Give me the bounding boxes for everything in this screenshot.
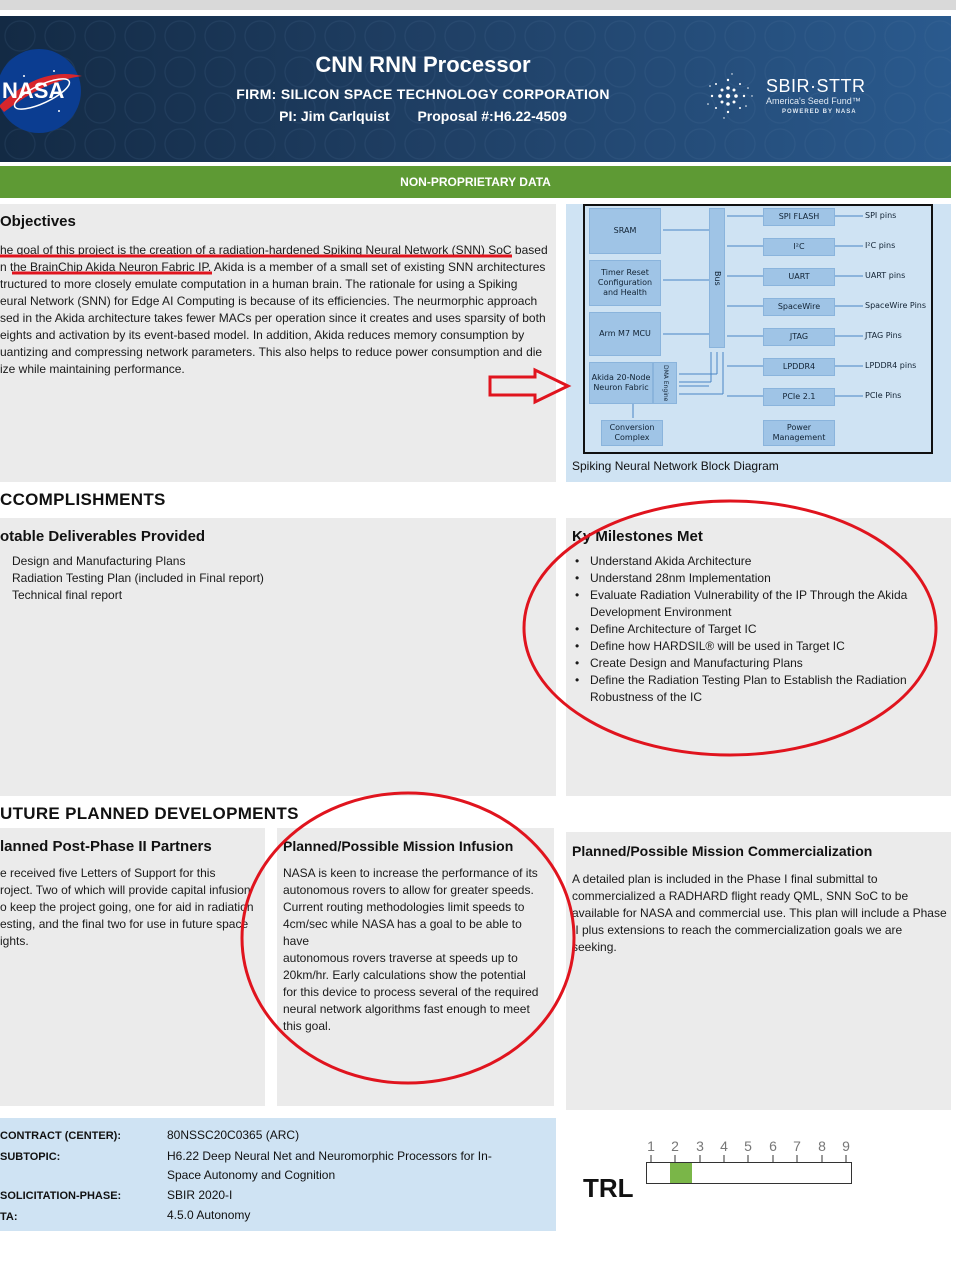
milestones-list [572,553,932,706]
milestones-heading-prefix: K [572,528,583,545]
subtopic-value-2: Space Autonomy and Cognition [167,1168,336,1182]
commercialization-line: available for NASA and commercial use. This plan will include a Phase [572,906,947,920]
infusion-line: 4cm/sec while NASA has a goal to be able to have [283,917,522,948]
partners-heading: lanned Post-Phase II Partners [0,838,212,855]
milestones-heading [572,528,703,545]
infusion-line: NASA is keen to increase the performance of its [283,866,538,880]
jtag-pins-label: JTAG Pins [865,331,902,340]
list-item: • Create Design and Manufacturing Plans [572,655,932,672]
list-item: • Understand Akida Architecture [572,553,932,570]
diagram-caption: Spiking Neural Network Block Diagram [572,459,779,473]
partners-body [0,865,265,950]
list-item: Radiation Testing Plan (included in Final report) [12,571,264,585]
trl-scale-number: 4 [720,1138,728,1154]
sbir-powered: POWERED BY NASA [782,109,857,115]
trl-scale-number: 8 [818,1138,826,1154]
infusion-line: autonomous rovers to allow for greater speeds. [283,883,534,897]
commercialization-heading: Planned/Possible Mission Commercialization [572,843,873,859]
trl-scale-number: 6 [769,1138,777,1154]
header-banner [0,16,951,162]
objectives-line: ize while maintaining performance. [0,362,185,376]
trl-label: TRL [583,1173,634,1203]
objectives-line: he goal of this project is the creation of a radiation-hardened Spiking Neural Network (SNN) SoC based [0,243,548,257]
deliverables-list [12,553,264,604]
trl-scale [643,1138,863,1156]
trl-scale-number: 5 [744,1138,752,1154]
firm-name: FIRM: SILICON SPACE TECHNOLOGY CORPORATION [236,86,610,102]
non-proprietary-banner: NON-PROPRIETARY DATA [0,166,951,198]
subtopic-value-1: H6.22 Deep Neural Net and Neuromorphic Processors for In- [167,1149,492,1163]
i2c-block: I²C [763,238,835,256]
infusion-heading: Planned/Possible Mission Infusion [283,838,514,854]
trl-scale-number: 2 [671,1138,679,1154]
subtopic-label: SUBTOPIC: [0,1151,61,1163]
block-diagram [583,204,933,454]
pcie-block: PCIe 2.1 [763,388,835,406]
i2c-pins-label: I²C pins [865,241,896,250]
conversion-block: Conversion Complex [601,420,663,446]
deliverables-heading: otable Deliverables Provided [0,528,206,545]
infusion-line: autonomous rovers traverse at speeds up to [283,951,518,965]
list-item: • Define how HARDSIL® will be used in Target IC [572,638,932,655]
commercialization-body [572,871,950,956]
infusion-line: this goal. [283,1019,332,1033]
partners-line: e received five Letters of Support for this [0,866,216,880]
accomplishments-heading: CCOMPLISHMENTS [0,490,166,509]
sbir-name: SBIR·STTR [766,76,866,96]
solicitation-label: SOLICITATION-PHASE: [0,1190,122,1202]
objectives-body [0,242,556,378]
power-management-block: Power Management [763,420,835,446]
commercialization-line: seeking. [572,940,617,954]
spi-pins-label: SPI pins [865,211,897,220]
objectives-line: tructured to more closely emulate computation in a human brain. The rationale for using a Spiking [0,277,518,291]
list-item: Design and Manufacturing Plans [12,554,186,568]
uart-pins-label: UART pins [865,271,906,280]
partners-line: o keep the project going, one for aid in radiation [0,900,254,914]
list-item: Technical final report [12,588,123,602]
trl-scale-number: 1 [647,1138,655,1154]
akida-fabric-block: Akida 20-Node Neuron Fabric [589,362,653,404]
trl-progress-bar [646,1162,852,1184]
spacewire-pins-label: SpaceWire Pins [865,301,927,310]
trl-scale-number: 7 [793,1138,801,1154]
trl-progress-fill [670,1163,693,1183]
partners-line: esting, and the final two for use in future space [0,917,249,931]
spi-flash-block: SPI FLASH [763,208,835,226]
objectives-line: sed in the Akida architecture takes fewer MACs per operation since it creates and uses sparsity of both [0,311,546,325]
commercialization-line: commercialized a RADHARD flight ready QML, SNN SoC to be [572,889,909,903]
objectives-line: eights and activation by its event-based model. In addition, Akida reduces memory consumption by [0,328,525,342]
jtag-block: JTAG [763,328,835,346]
objectives-line: n the BrainChip Akida Neuron Fabric IP. Akida is a member of a small set of existing SNN architectures [0,260,546,274]
sram-block: SRAM [589,208,661,254]
list-item: • Understand 28nm Implementation [572,570,932,587]
infusion-line: neural network algorithms fast enough to meet [283,1002,530,1016]
pi-name: PI: Jim Carlquist [279,108,390,124]
commercialization-line: A detailed plan is included in the Phase I final submittal to [572,872,878,886]
arm-mcu-block: Arm M7 MCU [589,312,661,356]
lpddr4-block: LPDDR4 [763,358,835,376]
list-item: • Define the Radiation Testing Plan to Establish the Radiation Robustness of the IC [572,672,932,706]
trl-scale-number: 3 [696,1138,704,1154]
pcie-pins-label: PCIe Pins [865,391,902,400]
project-title: CNN RNN Processor [315,52,531,77]
infusion-body [283,865,551,1035]
ta-value: 4.5.0 Autonomy [167,1208,251,1222]
list-item: • Define Architecture of Target IC [572,621,932,638]
timer-block: Timer Reset Configuration and Health [589,260,661,306]
solicitation-value: SBIR 2020-I [167,1188,233,1202]
dma-engine-block: DMA Engine [653,362,677,404]
proposal-number: Proposal #:H6.22-4509 [417,108,567,124]
nasa-logo-text: NASA [2,78,65,103]
contract-value: 80NSSC20C0365 (ARC) [167,1128,300,1142]
infusion-line: Current routing methodologies limit speeds to [283,900,525,914]
commercialization-line: II plus extensions to reach the commercialization goals we are [572,923,903,937]
uart-block: UART [763,268,835,286]
objectives-heading: Objectives [0,213,76,230]
partners-line: roject. Two of which will provide capital infusion [0,883,251,897]
trl-scale-number: 9 [842,1138,850,1154]
future-heading: UTURE PLANNED DEVELOPMENTS [0,804,299,823]
bus-block: Bus [709,208,725,348]
top-strip [0,0,956,10]
milestones-heading-rest: y Milestones Met [582,528,703,545]
partners-line: ights. [0,934,29,948]
objectives-line: uantizing and compressing network parameters. This also helps to reduce power consumption and die [0,345,543,359]
infusion-line: for this device to process several of the required [283,985,539,999]
contract-label: CONTRACT (CENTER): [0,1130,121,1142]
ta-label: TA: [0,1211,18,1223]
objectives-line: eural Network (SNN) for Edge AI Computing is because of its efficiencies. The neurmorphic approach [0,294,538,308]
sbir-tagline: America's Seed Fund™ [766,96,861,106]
list-item: • Evaluate Radiation Vulnerability of the IP Through the Akida Development Environment [572,587,932,621]
lpddr4-pins-label: LPDDR4 pins [865,361,917,370]
infusion-line: 20km/hr. Early calculations show the potential [283,968,526,982]
spacewire-block: SpaceWire [763,298,835,316]
